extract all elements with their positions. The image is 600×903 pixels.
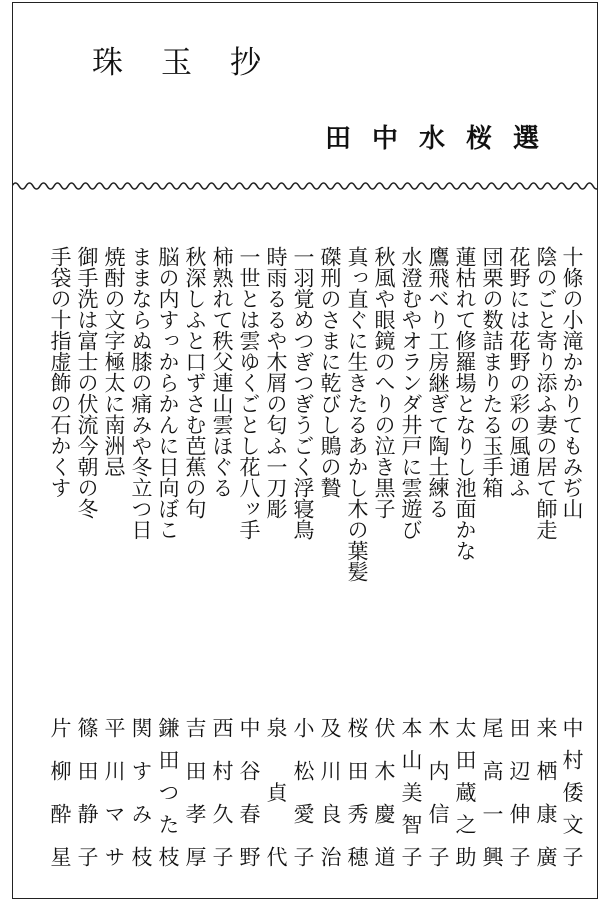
selector-name: 田中水桜選 bbox=[325, 124, 561, 154]
author-name: 中村倭文子 bbox=[560, 717, 584, 867]
haiku-line: 焼酎の文字極太に南洲忌 bbox=[102, 246, 126, 477]
haiku-line: 時雨るるや木屑の匂ふ一刀彫 bbox=[264, 246, 288, 519]
author-name: 片柳酔星 bbox=[48, 717, 72, 867]
haiku-line: 御手洗は富士の伏流今朝の冬 bbox=[75, 246, 99, 519]
author-name: 本山美智子 bbox=[399, 717, 423, 867]
haiku-line: 柿熟れて秩父連山雲ほぐる bbox=[210, 246, 234, 498]
author-name: 篠田静子 bbox=[75, 717, 99, 867]
haiku-line: 鷹飛べり工房継ぎて陶土練る bbox=[426, 246, 450, 519]
author-name: 関すみ枝 bbox=[129, 717, 153, 867]
author-name: 田辺伸子 bbox=[507, 717, 531, 867]
author-name: 太田蔵之助 bbox=[453, 717, 477, 867]
wavy-divider bbox=[12, 178, 598, 194]
column-title: 珠玉抄 bbox=[92, 45, 299, 81]
haiku-line: 真っ直ぐに生きたるあかし木の葉髪 bbox=[345, 246, 369, 582]
haiku-line: 一世とは雲ゆくごとし花八ッ手 bbox=[237, 246, 261, 540]
haiku-line: 団栗の数詰まりたる玉手箱 bbox=[480, 246, 504, 498]
author-name: 桜田秀穂 bbox=[345, 717, 369, 867]
author-name: 西村久子 bbox=[210, 717, 234, 867]
author-name: 伏木慶道 bbox=[372, 717, 396, 867]
author-name: 及川良治 bbox=[318, 717, 342, 867]
author-name: 尾高一興 bbox=[480, 717, 504, 867]
haiku-line: 花野には花野の彩の風通ふ bbox=[507, 246, 531, 498]
haiku-line: 脳の内すっからかんに日向ぼこ bbox=[156, 246, 180, 540]
author-name: 鎌田つた枝 bbox=[156, 717, 180, 867]
author-name: 木内信子 bbox=[426, 717, 450, 867]
haiku-line: 一羽覚めつぎつぎうごく浮寝鳥 bbox=[291, 246, 315, 540]
author-name: 中谷春野 bbox=[237, 717, 261, 867]
haiku-line: 陰のごと寄り添ふ妻の居て師走 bbox=[534, 246, 558, 540]
author-name: 泉貞代 bbox=[264, 717, 288, 867]
haiku-line: 磔刑のさまに乾びし鵙の贄 bbox=[318, 246, 342, 498]
haiku-line: 秋深しふと口ずさむ芭蕉の句 bbox=[183, 246, 207, 519]
author-name: 小松愛子 bbox=[291, 717, 315, 867]
author-name: 来栖康廣 bbox=[534, 717, 558, 867]
author-name: 吉田孝厚 bbox=[183, 717, 207, 867]
haiku-line: ままならぬ膝の痛みや冬立つ日 bbox=[129, 246, 153, 540]
author-name: 平川マサ bbox=[102, 717, 126, 867]
haiku-line: 秋風や眼鏡のへりの泣き黒子 bbox=[372, 246, 396, 519]
haiku-line: 蓮枯れて修羅場となりし池面かな bbox=[453, 246, 477, 561]
haiku-line: 水澄むやオランダ井戸に雲遊び bbox=[399, 246, 423, 540]
haiku-line: 十條の小滝かかりてもみぢ山 bbox=[560, 246, 584, 519]
haiku-line: 手袋の十指虚飾の石かくす bbox=[48, 246, 72, 498]
